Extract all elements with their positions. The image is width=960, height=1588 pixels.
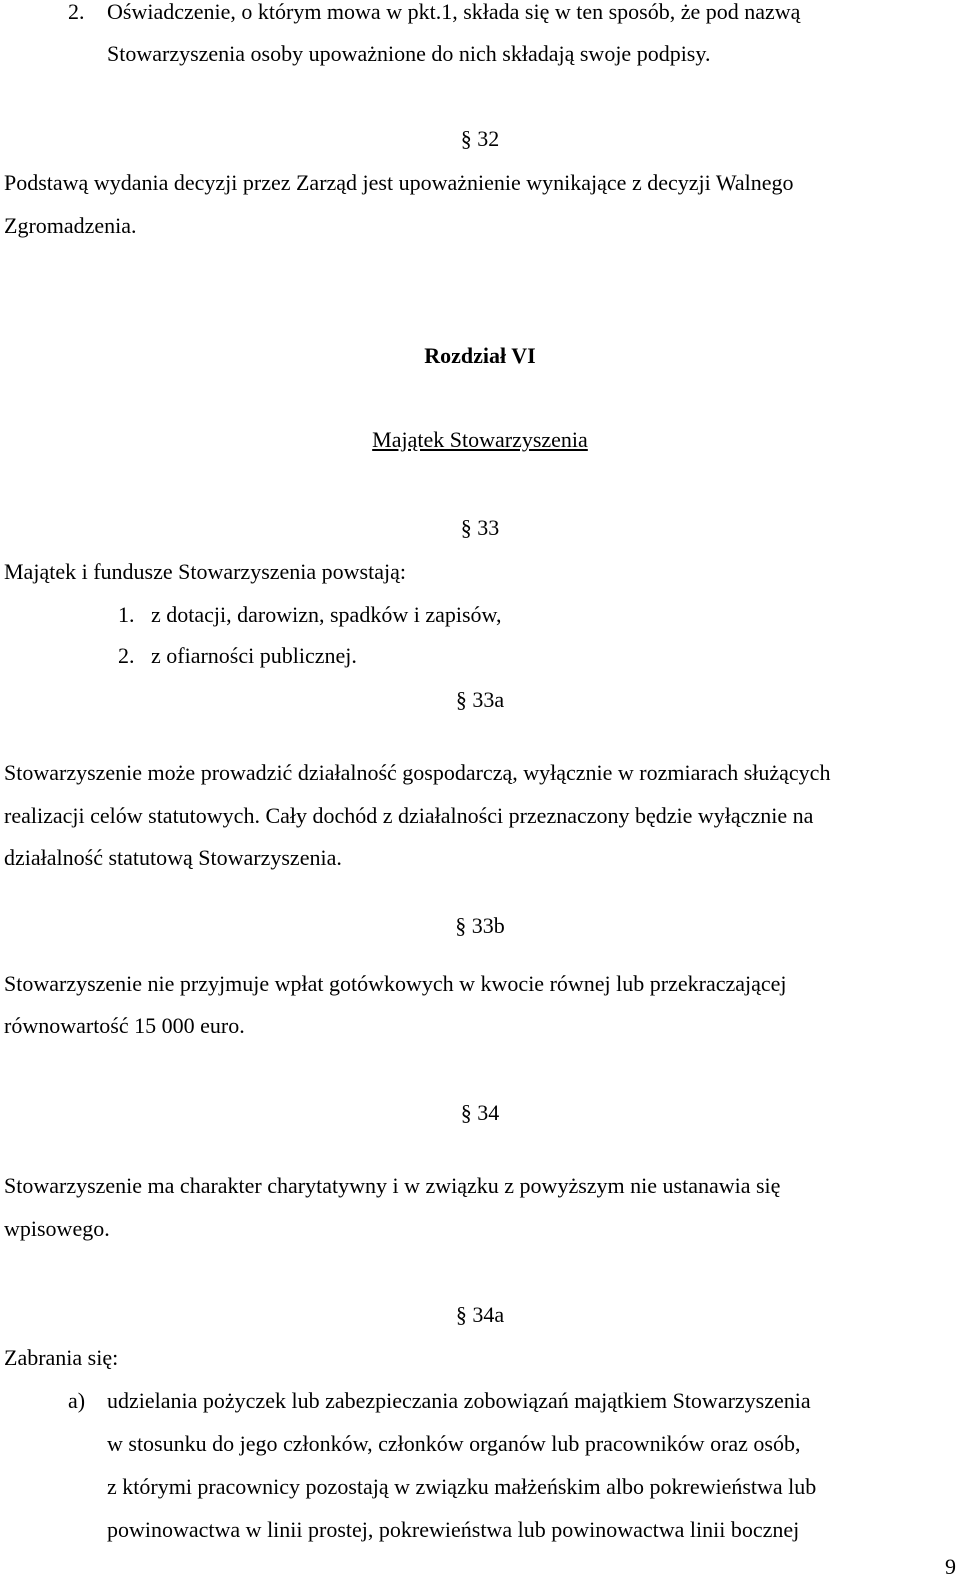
- section-32-heading: § 32: [460, 126, 500, 151]
- s33-intro: Majątek i fundusze Stowarzyszenia powstają:: [4, 559, 406, 584]
- s34a-item-line2: w stosunku do jego członków, członków organów lub pracowników oraz osób,: [107, 1431, 801, 1456]
- s34a-intro: Zabrania się:: [4, 1345, 119, 1370]
- s32-line2: Zgromadzenia.: [4, 213, 137, 238]
- s33a-line1: Stowarzyszenie może prowadzić działalność gospodarczą, wyłącznie w rozmiarach służących: [4, 760, 831, 785]
- s33-item-text: z ofiarności publicznej.: [151, 643, 357, 668]
- s34a-item-line1: udzielania pożyczek lub zabezpieczania zobowiązań majątkiem Stowarzyszenia: [107, 1388, 811, 1413]
- s34a-item-line3: z którymi pracownicy pozostają w związku małżeńskim albo pokrewieństwa lub: [107, 1474, 817, 1499]
- s33a-line3: działalność statutową Stowarzyszenia.: [4, 845, 342, 870]
- s33-item-number: 1.: [118, 602, 135, 627]
- s34a-item-line4: powinowactwa w linii prostej, pokrewieństwa lub powinowactwa linii bocznej: [107, 1517, 800, 1542]
- s32-line1: Podstawą wydania decyzji przez Zarząd jest upoważnienie wynikające z decyzji Walnego: [4, 170, 794, 195]
- chapter-subtitle: Majątek Stowarzyszenia: [372, 427, 588, 452]
- section-34a-heading: § 34a: [455, 1302, 505, 1327]
- chapter-title: Rozdział VI: [424, 343, 536, 368]
- s34a-item-label: a): [68, 1388, 86, 1413]
- page-number: 9: [945, 1554, 956, 1579]
- section-34-heading: § 34: [460, 1100, 500, 1125]
- item2-line2: Stowarzyszenia osoby upoważnione do nich składają swoje podpisy.: [107, 41, 711, 66]
- s33-item-text: z dotacji, darowizn, spadków i zapisów,: [151, 602, 502, 627]
- s33a-line2: realizacji celów statutowych. Cały dochód z działalności przeznaczony będzie wyłącznie na: [4, 803, 814, 828]
- section-33b-heading: § 33b: [455, 913, 505, 938]
- s34-line2: wpisowego.: [4, 1216, 110, 1241]
- section-33a-heading: § 33a: [455, 687, 505, 712]
- s33b-line2: równowartość 15 000 euro.: [4, 1013, 245, 1038]
- item2-line1: Oświadczenie, o którym mowa w pkt.1, składa się w ten sposób, że pod nazwą: [107, 0, 801, 24]
- list-number-2: 2.: [68, 0, 85, 24]
- s33-item-number: 2.: [118, 643, 135, 668]
- s34-line1: Stowarzyszenie ma charakter charytatywny i w związku z powyższym nie ustanawia się: [4, 1173, 781, 1198]
- section-33-heading: § 33: [460, 515, 500, 540]
- s33b-line1: Stowarzyszenie nie przyjmuje wpłat gotówkowych w kwocie równej lub przekraczającej: [4, 971, 787, 996]
